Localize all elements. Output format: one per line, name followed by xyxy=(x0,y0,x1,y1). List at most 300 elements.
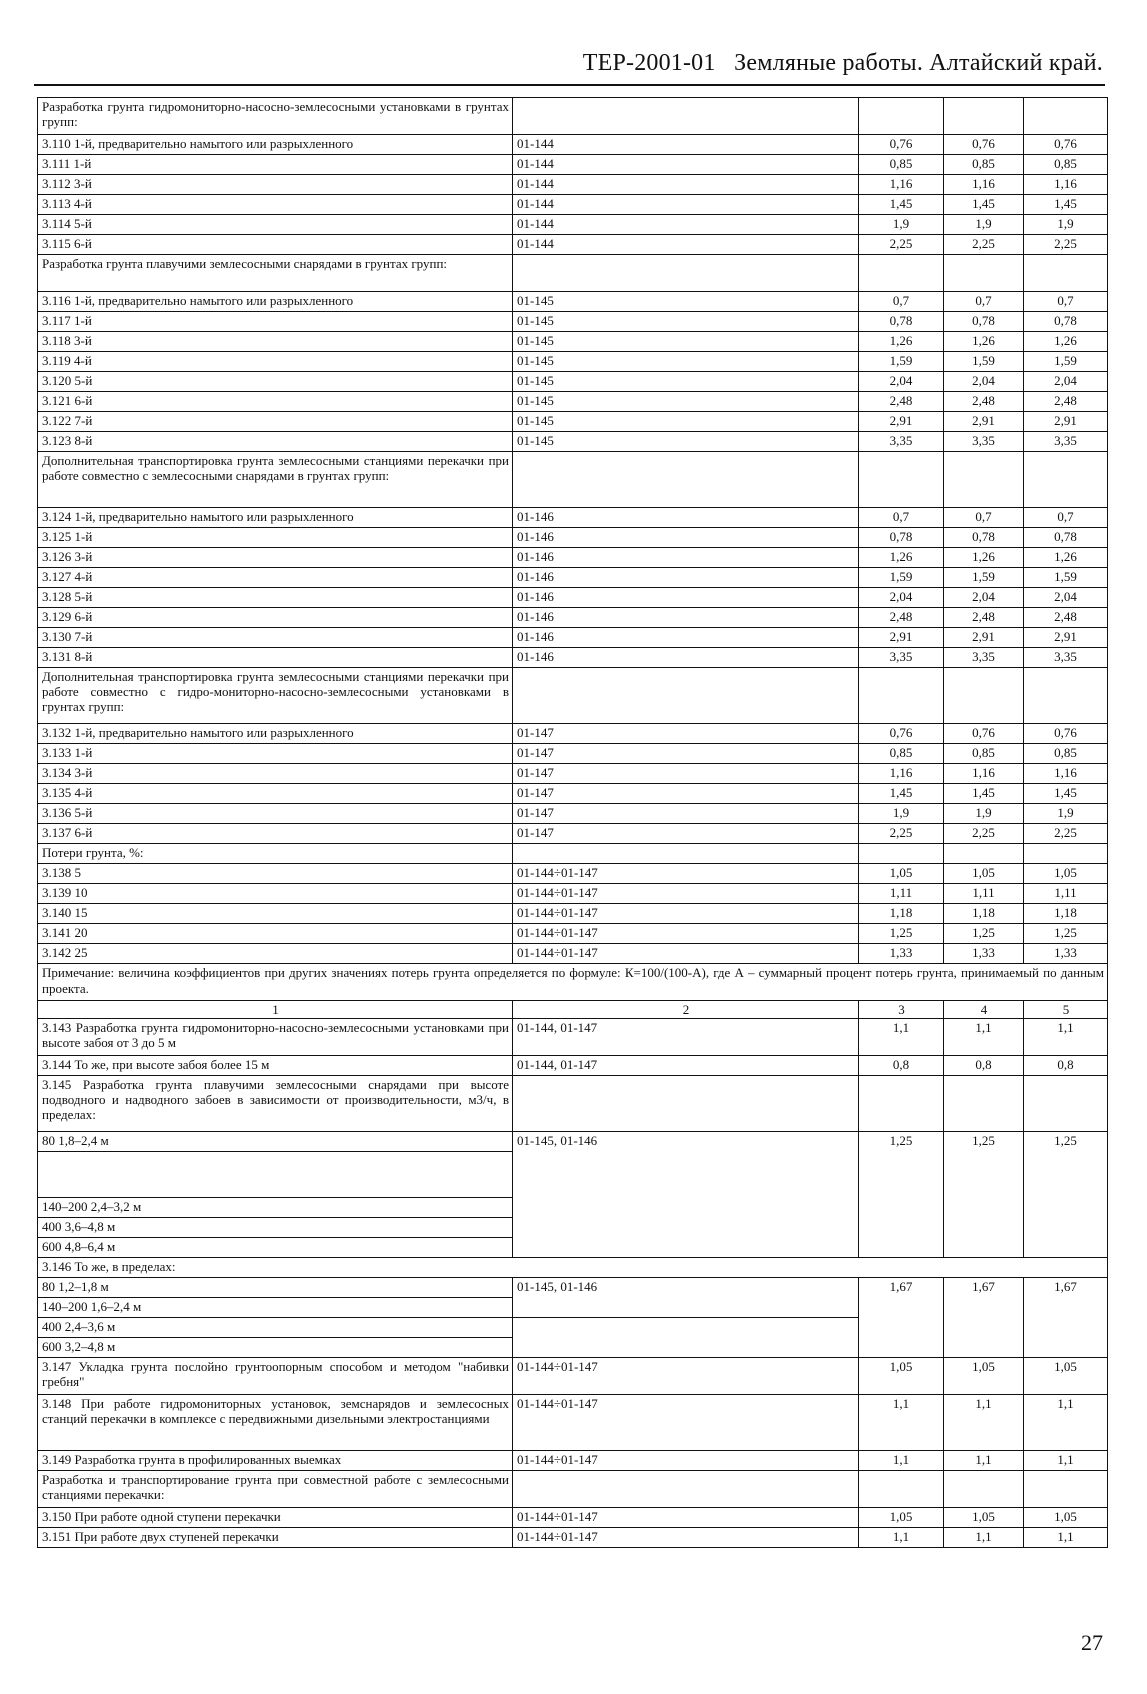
table-row xyxy=(38,1132,1108,1152)
table-row-section xyxy=(38,255,1108,292)
row-value-col5: 1,67 xyxy=(1024,1278,1108,1358)
table-row xyxy=(38,924,1108,944)
row-value-col4 xyxy=(944,844,1024,864)
table-row xyxy=(38,1358,1108,1395)
row-value-col5: 1,16 xyxy=(1024,764,1108,784)
row-value-col3: 0,85 xyxy=(859,155,944,175)
row-value-col3: 1,1 xyxy=(859,1451,944,1471)
row-description: 3.143 Разработка грунта гидромониторно-насосно-землесосными установками при высоте забоя от 3 до 5 м xyxy=(38,1019,513,1056)
row-code: 01-144÷01-147 xyxy=(513,924,859,944)
table-row xyxy=(38,1395,1108,1451)
table-row xyxy=(38,824,1108,844)
row-code: 01-145 xyxy=(513,332,859,352)
row-value-col3: 2,25 xyxy=(859,235,944,255)
row-description: 3.129 6-й xyxy=(38,608,513,628)
row-value-col3 xyxy=(859,1076,944,1132)
row-code xyxy=(513,668,859,724)
table-row-section xyxy=(38,1471,1108,1508)
row-value-col3: 1,05 xyxy=(859,1358,944,1395)
row-code: 01-146 xyxy=(513,548,859,568)
row-value-col3: 1,16 xyxy=(859,175,944,195)
row-value-col5: 2,91 xyxy=(1024,628,1108,648)
row-code: 01-144÷01-147 xyxy=(513,1508,859,1528)
row-value-col3: 1,67 xyxy=(859,1278,944,1358)
row-value-col5: 1,1 xyxy=(1024,1528,1108,1548)
row-code xyxy=(513,844,859,864)
row-value-col5: 1,1 xyxy=(1024,1019,1108,1056)
row-value-col4: 0,85 xyxy=(944,744,1024,764)
row-value-col3: 1,05 xyxy=(859,864,944,884)
row-value-col3 xyxy=(859,98,944,135)
row-value-col5 xyxy=(1024,668,1108,724)
table-row xyxy=(38,648,1108,668)
row-value-col5: 1,1 xyxy=(1024,1451,1108,1471)
row-description: 3.146 То же, в пределах: xyxy=(38,1258,1108,1278)
row-value-col5: 1,05 xyxy=(1024,1508,1108,1528)
row-value-col4: 1,9 xyxy=(944,215,1024,235)
row-code: 01-147 xyxy=(513,724,859,744)
row-code xyxy=(513,98,859,135)
table-row xyxy=(38,804,1108,824)
table-row xyxy=(38,608,1108,628)
row-value-col3: 1,1 xyxy=(859,1019,944,1056)
row-value-col3: 0,78 xyxy=(859,528,944,548)
row-value-col3 xyxy=(859,844,944,864)
row-value-col4: 2,91 xyxy=(944,628,1024,648)
row-description: 3.142 25 xyxy=(38,944,513,964)
table-row xyxy=(38,432,1108,452)
row-code: 01-144 xyxy=(513,135,859,155)
table-row xyxy=(38,332,1108,352)
row-code: 01-145 xyxy=(513,392,859,412)
row-code: 01-144 xyxy=(513,235,859,255)
row-description: 3.112 3-й xyxy=(38,175,513,195)
row-value-col3: 0,76 xyxy=(859,724,944,744)
row-code: 01-145, 01-146 xyxy=(513,1278,859,1318)
row-value-col3: 1,16 xyxy=(859,764,944,784)
row-value-col4: 1,33 xyxy=(944,944,1024,964)
row-value-col5: 1,33 xyxy=(1024,944,1108,964)
row-value-col5 xyxy=(1024,1471,1108,1508)
row-description: Разработка грунта гидромониторно-насосно-землесосными установками в грунтах групп: xyxy=(38,98,513,135)
row-value-col3: 1,26 xyxy=(859,548,944,568)
row-value-col3: 2,91 xyxy=(859,628,944,648)
row-value-col5: 1,45 xyxy=(1024,784,1108,804)
row-value-col5: 1,59 xyxy=(1024,352,1108,372)
row-description: 3.148 При работе гидромониторных установок, земснарядов и землесосных станций перекачки в комплексе с передвижными дизельными электростанциями xyxy=(38,1395,513,1451)
row-code: 01-146 xyxy=(513,608,859,628)
row-description: 3.118 3-й xyxy=(38,332,513,352)
row-code: 01-144÷01-147 xyxy=(513,884,859,904)
coefficients-table xyxy=(37,97,1108,1548)
row-value-col3: 1,59 xyxy=(859,352,944,372)
row-description: 3.114 5-й xyxy=(38,215,513,235)
row-code: 01-144÷01-147 xyxy=(513,1528,859,1548)
table-row xyxy=(38,1451,1108,1471)
table-row xyxy=(38,1019,1108,1056)
row-code: 01-147 xyxy=(513,784,859,804)
row-value-col5: 0,85 xyxy=(1024,744,1108,764)
row-value-col3: 2,48 xyxy=(859,392,944,412)
row-value-col4 xyxy=(944,668,1024,724)
row-value-col3: 0,8 xyxy=(859,1056,944,1076)
row-value-col5: 1,05 xyxy=(1024,864,1108,884)
row-value-col4: 1,1 xyxy=(944,1395,1024,1451)
row-value-col4: 0,76 xyxy=(944,724,1024,744)
table-row xyxy=(38,312,1108,332)
row-value-col5: 0,78 xyxy=(1024,312,1108,332)
row-value-col4: 1,59 xyxy=(944,352,1024,372)
row-description: 3.127 4-й xyxy=(38,568,513,588)
row-description: 3.126 3-й xyxy=(38,548,513,568)
row-value-col4: 2,04 xyxy=(944,588,1024,608)
table-row xyxy=(38,944,1108,964)
row-value-col4: 2,48 xyxy=(944,392,1024,412)
row-value-col5 xyxy=(1024,98,1108,135)
row-description: Дополнительная транспортировка грунта землесосными станциями перекачки при работе совместно с землесосными снарядами в грунтах групп: xyxy=(38,452,513,508)
row-value-col3: 1,05 xyxy=(859,1508,944,1528)
row-value-col5: 1,1 xyxy=(1024,1395,1108,1451)
row-value-col4: 1,1 xyxy=(944,1528,1024,1548)
row-value-col3: 0,85 xyxy=(859,744,944,764)
table-row xyxy=(38,1056,1108,1076)
row-value-col4: 1,1 xyxy=(944,1019,1024,1056)
row-value-col4 xyxy=(944,255,1024,292)
header-rule xyxy=(34,84,1105,86)
row-value-col4: 0,85 xyxy=(944,155,1024,175)
row-description: 3.125 1-й xyxy=(38,528,513,548)
row-description: 3.137 6-й xyxy=(38,824,513,844)
row-description: 400 2,4–3,6 м xyxy=(38,1318,513,1338)
row-value-col4: 1,16 xyxy=(944,764,1024,784)
row-value-col3: 0,7 xyxy=(859,292,944,312)
row-description: 3.110 1-й, предварительно намытого или разрыхленного xyxy=(38,135,513,155)
row-description: 3.111 1-й xyxy=(38,155,513,175)
row-value-col5: 0,76 xyxy=(1024,135,1108,155)
row-value-col3: 1,33 xyxy=(859,944,944,964)
row-code: 01-146 xyxy=(513,648,859,668)
row-value-col4: 2,04 xyxy=(944,372,1024,392)
row-value-col5: 0,78 xyxy=(1024,528,1108,548)
row-description: 3.120 5-й xyxy=(38,372,513,392)
row-code xyxy=(513,1471,859,1508)
row-value-col5: 1,25 xyxy=(1024,924,1108,944)
row-value-col4: 1,05 xyxy=(944,1508,1024,1528)
row-value-col5: 2,25 xyxy=(1024,824,1108,844)
table-row xyxy=(38,195,1108,215)
row-value-col4: 0,78 xyxy=(944,312,1024,332)
table-row xyxy=(38,904,1108,924)
row-code: 01-146 xyxy=(513,508,859,528)
row-description: 140–200 2,4–3,2 м xyxy=(38,1198,513,1218)
row-value-col3 xyxy=(859,452,944,508)
row-description: 3.144 То же, при высоте забоя более 15 м xyxy=(38,1056,513,1076)
row-value-col4: 0,7 xyxy=(944,292,1024,312)
row-value-col4: 0,78 xyxy=(944,528,1024,548)
table-row xyxy=(38,784,1108,804)
row-value-col5: 0,7 xyxy=(1024,292,1108,312)
table-row xyxy=(38,568,1108,588)
table-row xyxy=(38,352,1108,372)
row-code: 01-145, 01-146 xyxy=(513,1132,859,1258)
row-value-col3: 1,25 xyxy=(859,1132,944,1258)
row-value-col4: 1,05 xyxy=(944,864,1024,884)
table-row-section xyxy=(38,452,1108,508)
table-row xyxy=(38,744,1108,764)
row-code: 01-146 xyxy=(513,588,859,608)
row-value-col3: 2,48 xyxy=(859,608,944,628)
row-value-col3: 2,04 xyxy=(859,588,944,608)
row-value-col3: 2,25 xyxy=(859,824,944,844)
row-description: 3.145 Разработка грунта плавучими землесосными снарядами при высоте подводного и надводного забоев в зависимости от производительности, м3/ч, в пределах: xyxy=(38,1076,513,1132)
row-description: 3.117 1-й xyxy=(38,312,513,332)
row-value-col5: 0,76 xyxy=(1024,724,1108,744)
row-value-col5: 1,26 xyxy=(1024,548,1108,568)
row-code-blank xyxy=(513,1318,859,1358)
row-description: 3.147 Укладка грунта послойно грунтоопорным способом и методом "набивки гребня" xyxy=(38,1358,513,1395)
table-row xyxy=(38,628,1108,648)
row-value-col4: 2,25 xyxy=(944,824,1024,844)
row-value-col5: 1,18 xyxy=(1024,904,1108,924)
row-value-col4 xyxy=(944,1076,1024,1132)
row-description: 3.123 8-й xyxy=(38,432,513,452)
table-row-section xyxy=(38,98,1108,135)
row-value-col5: 2,25 xyxy=(1024,235,1108,255)
row-value-col4: 3,35 xyxy=(944,648,1024,668)
row-value-col4 xyxy=(944,98,1024,135)
row-code: 01-144÷01-147 xyxy=(513,1358,859,1395)
table-row xyxy=(38,372,1108,392)
row-value-col4: 1,26 xyxy=(944,548,1024,568)
page-number: 27 xyxy=(1081,1630,1103,1655)
column-number-5: 5 xyxy=(1024,1001,1108,1019)
row-value-col4: 2,25 xyxy=(944,235,1024,255)
table-note-row xyxy=(38,964,1108,1001)
row-description: 3.139 10 xyxy=(38,884,513,904)
row-value-col5: 1,26 xyxy=(1024,332,1108,352)
table-row xyxy=(38,764,1108,784)
column-number-1: 1 xyxy=(38,1001,513,1019)
row-value-col5: 0,85 xyxy=(1024,155,1108,175)
row-code: 01-144 xyxy=(513,175,859,195)
row-code: 01-144÷01-147 xyxy=(513,944,859,964)
row-code: 01-146 xyxy=(513,528,859,548)
row-value-col3: 3,35 xyxy=(859,648,944,668)
row-description: 3.150 При работе одной ступени перекачки xyxy=(38,1508,513,1528)
row-description-blank xyxy=(38,1152,513,1198)
row-description: 3.151 При работе двух ступеней перекачки xyxy=(38,1528,513,1548)
row-value-col3 xyxy=(859,255,944,292)
row-description: 600 3,2–4,8 м xyxy=(38,1338,513,1358)
table-row xyxy=(38,1278,1108,1298)
row-value-col3: 1,45 xyxy=(859,195,944,215)
row-code: 01-147 xyxy=(513,804,859,824)
row-code: 01-145 xyxy=(513,312,859,332)
row-value-col3: 1,11 xyxy=(859,884,944,904)
row-value-col5: 1,11 xyxy=(1024,884,1108,904)
row-description: 80 1,8–2,4 м xyxy=(38,1132,513,1152)
row-description: 3.141 20 xyxy=(38,924,513,944)
table-row xyxy=(38,528,1108,548)
table-row xyxy=(38,884,1108,904)
row-code: 01-144, 01-147 xyxy=(513,1019,859,1056)
row-description: 3.131 8-й xyxy=(38,648,513,668)
table-row xyxy=(38,135,1108,155)
row-value-col3: 2,04 xyxy=(859,372,944,392)
column-number-4: 4 xyxy=(944,1001,1024,1019)
row-code: 01-145 xyxy=(513,372,859,392)
row-description: 600 4,8–6,4 м xyxy=(38,1238,513,1258)
row-description: 3.140 15 xyxy=(38,904,513,924)
row-description: 80 1,2–1,8 м xyxy=(38,1278,513,1298)
row-value-col4: 0,8 xyxy=(944,1056,1024,1076)
row-value-col4: 1,45 xyxy=(944,195,1024,215)
column-number-3: 3 xyxy=(859,1001,944,1019)
row-description: 3.132 1-й, предварительно намытого или разрыхленного xyxy=(38,724,513,744)
row-description: 3.124 1-й, предварительно намытого или разрыхленного xyxy=(38,508,513,528)
row-value-col5: 1,9 xyxy=(1024,215,1108,235)
row-value-col5: 1,25 xyxy=(1024,1132,1108,1258)
row-description: 3.138 5 xyxy=(38,864,513,884)
row-description: 3.116 1-й, предварительно намытого или разрыхленного xyxy=(38,292,513,312)
row-value-col4: 2,91 xyxy=(944,412,1024,432)
page-header-title: ТЕР-2001-01 Земляные работы. Алтайский край. xyxy=(582,50,1103,76)
row-description: Разработка и транспортирование грунта при совместной работе с землесосными станциями перекачки: xyxy=(38,1471,513,1508)
table-note: Примечание: величина коэффициентов при других значениях потерь грунта определяется по формуле: К=100/(100-А), где А – суммарный процент потерь грунта, принимаемый по данным проекта. xyxy=(38,964,1108,1001)
row-value-col4: 1,9 xyxy=(944,804,1024,824)
row-value-col5: 2,91 xyxy=(1024,412,1108,432)
row-value-col3 xyxy=(859,668,944,724)
row-code: 01-144 xyxy=(513,155,859,175)
row-value-col5 xyxy=(1024,844,1108,864)
row-description: 3.133 1-й xyxy=(38,744,513,764)
row-value-col4: 1,45 xyxy=(944,784,1024,804)
row-value-col4: 1,67 xyxy=(944,1278,1024,1358)
row-value-col4: 1,11 xyxy=(944,884,1024,904)
row-description: 3.135 4-й xyxy=(38,784,513,804)
row-value-col3: 1,25 xyxy=(859,924,944,944)
table-row xyxy=(38,215,1108,235)
table-row xyxy=(38,175,1108,195)
row-value-col3: 1,9 xyxy=(859,804,944,824)
row-value-col5: 3,35 xyxy=(1024,432,1108,452)
row-description: Потери грунта, %: xyxy=(38,844,513,864)
table-row xyxy=(38,864,1108,884)
row-value-col3: 1,1 xyxy=(859,1528,944,1548)
row-description: 3.136 5-й xyxy=(38,804,513,824)
row-code: 01-146 xyxy=(513,568,859,588)
row-value-col5: 1,16 xyxy=(1024,175,1108,195)
row-value-col5: 3,35 xyxy=(1024,648,1108,668)
row-description: 3.122 7-й xyxy=(38,412,513,432)
row-code: 01-144, 01-147 xyxy=(513,1056,859,1076)
row-code: 01-145 xyxy=(513,432,859,452)
row-description: 3.149 Разработка грунта в профилированных выемках xyxy=(38,1451,513,1471)
row-value-col4: 1,25 xyxy=(944,924,1024,944)
row-value-col4: 3,35 xyxy=(944,432,1024,452)
table-row xyxy=(38,392,1108,412)
row-value-col3: 1,59 xyxy=(859,568,944,588)
row-value-col4: 1,16 xyxy=(944,175,1024,195)
row-value-col3: 1,18 xyxy=(859,904,944,924)
table-row-section xyxy=(38,668,1108,724)
column-number-row xyxy=(38,1001,1108,1019)
row-value-col5: 2,48 xyxy=(1024,608,1108,628)
row-code: 01-145 xyxy=(513,412,859,432)
row-value-col5: 1,45 xyxy=(1024,195,1108,215)
row-value-col3: 1,26 xyxy=(859,332,944,352)
row-value-col4 xyxy=(944,452,1024,508)
row-value-col4: 1,25 xyxy=(944,1132,1024,1258)
row-code: 01-145 xyxy=(513,352,859,372)
row-code: 01-144÷01-147 xyxy=(513,904,859,924)
row-value-col3: 0,78 xyxy=(859,312,944,332)
table-row-section xyxy=(38,1076,1108,1132)
row-code: 01-144÷01-147 xyxy=(513,1451,859,1471)
row-description: 3.128 5-й xyxy=(38,588,513,608)
row-description: Разработка грунта плавучими землесосными снарядами в грунтах групп: xyxy=(38,255,513,292)
row-value-col5 xyxy=(1024,255,1108,292)
row-code xyxy=(513,255,859,292)
row-description: 3.119 4-й xyxy=(38,352,513,372)
row-value-col3: 1,45 xyxy=(859,784,944,804)
row-value-col5: 0,8 xyxy=(1024,1056,1108,1076)
row-value-col3 xyxy=(859,1471,944,1508)
table-row xyxy=(38,235,1108,255)
row-value-col4: 1,1 xyxy=(944,1451,1024,1471)
row-value-col4: 0,76 xyxy=(944,135,1024,155)
row-value-col4 xyxy=(944,1471,1024,1508)
row-description: 3.130 7-й xyxy=(38,628,513,648)
table-row xyxy=(38,548,1108,568)
row-value-col3: 1,9 xyxy=(859,215,944,235)
row-value-col5: 1,59 xyxy=(1024,568,1108,588)
row-code: 01-147 xyxy=(513,824,859,844)
table-row xyxy=(38,1528,1108,1548)
table-row xyxy=(38,588,1108,608)
table-row xyxy=(38,292,1108,312)
row-value-col4: 1,59 xyxy=(944,568,1024,588)
row-description: 3.115 6-й xyxy=(38,235,513,255)
table-row xyxy=(38,155,1108,175)
row-value-col5 xyxy=(1024,1076,1108,1132)
row-value-col3: 3,35 xyxy=(859,432,944,452)
row-description: 3.121 6-й xyxy=(38,392,513,412)
table-row-section xyxy=(38,1258,1108,1278)
row-description: 400 3,6–4,8 м xyxy=(38,1218,513,1238)
row-description: Дополнительная транспортировка грунта землесосными станциями перекачки при работе совместно с гидро-мониторно-насосно-землесосными установками в грунтах групп: xyxy=(38,668,513,724)
row-value-col5: 2,04 xyxy=(1024,588,1108,608)
row-value-col4: 0,7 xyxy=(944,508,1024,528)
row-value-col5 xyxy=(1024,452,1108,508)
row-description: 3.134 3-й xyxy=(38,764,513,784)
table-row xyxy=(38,508,1108,528)
row-code: 01-147 xyxy=(513,764,859,784)
row-value-col5: 1,9 xyxy=(1024,804,1108,824)
table-row-section xyxy=(38,844,1108,864)
row-code: 01-144 xyxy=(513,215,859,235)
table-row xyxy=(38,1508,1108,1528)
row-code: 01-145 xyxy=(513,292,859,312)
table-row xyxy=(38,724,1108,744)
row-code: 01-146 xyxy=(513,628,859,648)
row-code xyxy=(513,1076,859,1132)
row-value-col5: 2,04 xyxy=(1024,372,1108,392)
row-value-col4: 1,18 xyxy=(944,904,1024,924)
row-value-col3: 0,7 xyxy=(859,508,944,528)
row-code: 01-144÷01-147 xyxy=(513,864,859,884)
row-value-col3: 0,76 xyxy=(859,135,944,155)
